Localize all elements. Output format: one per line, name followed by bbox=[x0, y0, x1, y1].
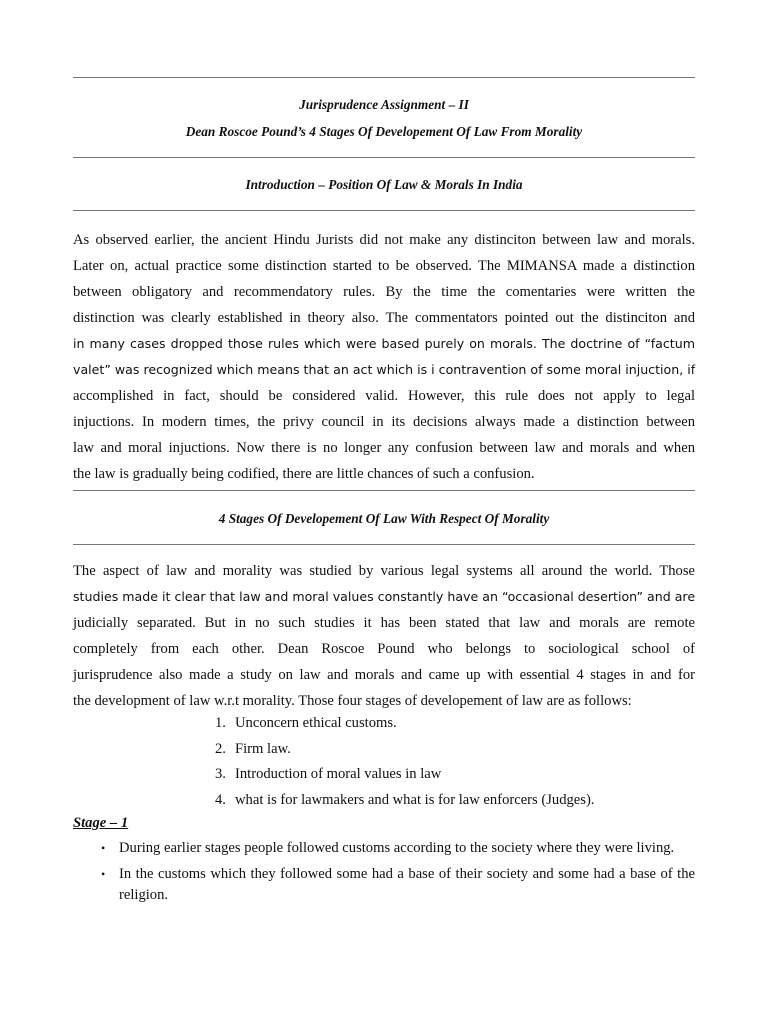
list-number: 1. bbox=[215, 715, 226, 731]
bullet-icon: • bbox=[101, 841, 106, 855]
top-divider bbox=[73, 77, 695, 78]
list-item bbox=[73, 838, 695, 859]
list-number: 4. bbox=[215, 791, 226, 808]
text-line: between obligatory and recommendatory rules. By the time the comentaries were written the bbox=[73, 284, 695, 300]
text-line: As observed earlier, the ancient Hindu Jurists did not make any distinciton between law and morals. bbox=[73, 232, 695, 248]
list-item bbox=[215, 788, 594, 814]
list-item bbox=[215, 762, 594, 788]
list-item-text: In the customs which they followed some had a base of their society and some had a base of the religion. bbox=[119, 866, 695, 903]
stage-1-bullets bbox=[73, 838, 695, 911]
list-number: 3. bbox=[215, 766, 226, 782]
divider bbox=[73, 490, 695, 491]
list-item bbox=[215, 737, 594, 763]
text-line: the development of law w.r.t morality. Those four stages of developement of law are as follows: bbox=[73, 693, 632, 709]
list-item bbox=[73, 864, 695, 906]
list-item-text: During earlier stages people followed customs according to the society where they were living. bbox=[119, 840, 675, 856]
introduction-paragraph bbox=[73, 227, 695, 487]
section-heading-introduction: Introduction – Position Of Law & Morals In India bbox=[245, 177, 523, 192]
section-heading-stages: 4 Stages Of Developement Of Law With Respect Of Morality bbox=[218, 511, 550, 526]
divider bbox=[73, 157, 695, 158]
list-item-text: Introduction of moral values in law bbox=[235, 766, 442, 782]
text-line: the law is gradually being codified, there are little chances of such a confusion. bbox=[73, 466, 535, 482]
stages-list bbox=[215, 711, 594, 813]
text-line: law and moral injuctions. Now there is no longer any confusion between law and morals and when bbox=[73, 440, 695, 456]
text-line: judicially separated. But in no such studies it has been stated that law and morals are remote bbox=[73, 615, 695, 631]
list-number: 2. bbox=[215, 740, 226, 757]
divider bbox=[73, 544, 695, 545]
text-line: The aspect of law and morality was studied by various legal systems all around the world. Those bbox=[73, 563, 695, 579]
stage-1-title: Stage – 1 bbox=[73, 815, 129, 831]
list-item-text: Unconcern ethical customs. bbox=[235, 715, 397, 731]
list-item-text: Firm law. bbox=[235, 740, 291, 757]
text-line: jurisprudence also made a study on law and morals and came up with essential 4 stages in and for bbox=[73, 667, 695, 683]
text-line: injuctions. In modern times, the privy council in its decisions always made a distinction between bbox=[73, 414, 695, 430]
text-line: Later on, actual practice some distinction started to be observed. The MIMANSA made a distinction bbox=[73, 258, 695, 274]
text-line: in many cases dropped those rules which were based purely on morals. The doctrine of “factum bbox=[73, 336, 695, 351]
text-line: valet” was recognized which means that an act which is i contravention of some moral injuction, if bbox=[73, 362, 696, 377]
text-line: distinction was clearly established in theory also. The commentators pointed out the distinciton and bbox=[73, 310, 695, 326]
bullet-icon: • bbox=[101, 867, 106, 881]
list-item-text: what is for lawmakers and what is for law enforcers (Judges). bbox=[235, 791, 595, 808]
text-line: accomplished in fact, should be considered valid. However, this rule does not apply to legal bbox=[73, 388, 695, 404]
divider bbox=[73, 210, 695, 211]
text-line: completely from each other. Dean Roscoe Pound who belongs to sociological school of bbox=[73, 641, 695, 657]
text-line: studies made it clear that law and moral values constantly have an “occasional desertion” and are bbox=[73, 589, 696, 604]
list-item bbox=[215, 711, 594, 737]
document-subtitle: Dean Roscoe Pound’s 4 Stages Of Developement Of Law From Morality bbox=[185, 124, 583, 139]
document-title: Jurisprudence Assignment – II bbox=[299, 97, 469, 112]
stages-paragraph bbox=[73, 558, 695, 714]
